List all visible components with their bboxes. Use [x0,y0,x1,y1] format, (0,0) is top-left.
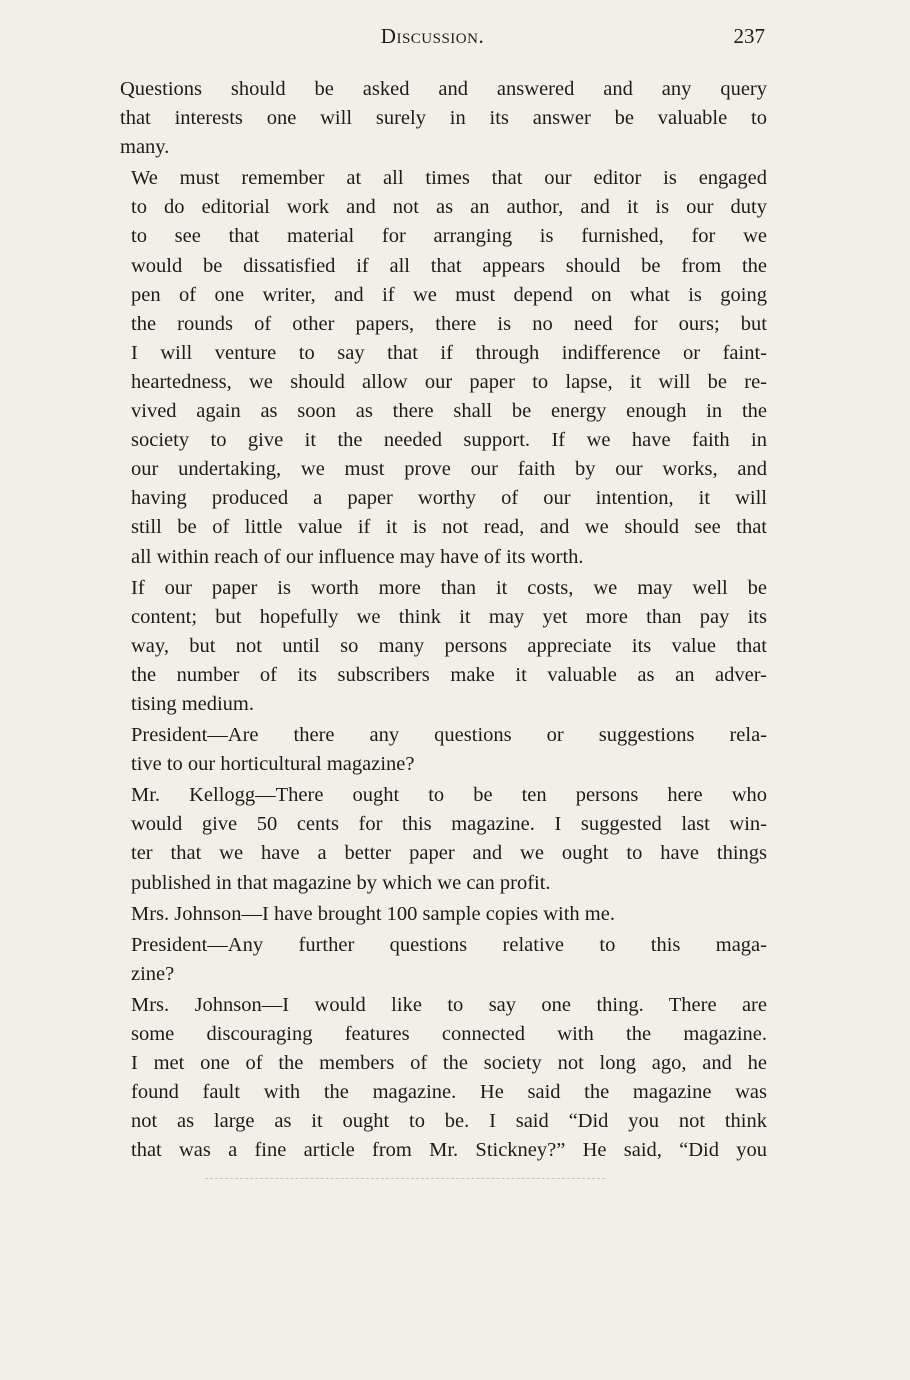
text-line: not as large as it ought to be. I said “Did you not think [131,1110,767,1133]
text-line: to do editorial work and not as an author, and it is our duty [131,196,767,219]
text-line: society to give it the needed support. If we have faith in [131,429,767,452]
paragraph [104,781,767,897]
paragraph [104,900,767,929]
text-line: If our paper is worth more than it costs, we may well be [131,576,767,599]
text-line: would be dissatisfied if all that appears should be from the [131,254,767,277]
text-line: Mrs. Johnson—I would like to say one thing. There are [131,993,767,1016]
paragraph [104,574,767,719]
text-line: found fault with the magazine. He said the magazine was [131,1081,767,1104]
text-line: would give 50 cents for this magazine. I suggested last win- [131,813,767,836]
text-line: to see that material for arranging is furnished, for we [131,225,767,248]
text-line: ter that we have a better paper and we ought to have things [131,842,767,865]
text-line: way, but not until so many persons appreciate its value that [131,634,767,657]
text-line: I will venture to say that if through indifference or faint- [131,341,767,364]
paragraph [104,931,767,989]
text-line: Mr. Kellogg—There ought to be ten persons here who [131,784,767,807]
text-line: published in that magazine by which we can profit. [131,871,551,894]
text-line: some discouraging features connected with the magazine. [131,1023,767,1045]
text-line: vived again as soon as there shall be energy enough in the [131,400,767,423]
section-title: Discussion. [380,24,485,48]
text-line: President—Are there any questions or suggestions rela- [131,724,767,747]
paragraph [104,991,767,1166]
text-line: the rounds of other papers, there is no need for ours; but [131,312,767,335]
page-number: 237 [733,24,765,48]
text-line: having produced a paper worthy of our intention, it will [131,487,767,510]
paragraph [104,721,767,779]
text-line: heartedness, we should allow our paper to lapse, it will be re- [131,370,767,393]
text-line: content; but hopefully we think it may yet more than pay its [131,605,767,628]
page-bottom-rule [205,1178,605,1179]
paragraph [104,164,767,571]
text-line: that was a fine article from Mr. Stickney?” He said, “Did you [131,1139,767,1162]
running-head [100,24,765,52]
text-line: President—Any further questions relative to this maga- [131,933,767,956]
text-line: tising medium. [131,692,254,715]
paragraph [104,75,767,162]
text-line: Mrs. Johnson—I have brought 100 sample copies with me. [131,902,615,925]
text-line: pen of one writer, and if we must depend on what is going [131,283,767,306]
text-line: the number of its subscribers make it valuable as an adver- [131,663,767,686]
text-line: I met one of the members of the society not long ago, and he [131,1052,767,1075]
text-line: our undertaking, we must prove our faith by our works, and [131,458,767,481]
text-line: many. [120,136,170,159]
text-line: that interests one will surely in its answer be valuable to [120,107,767,130]
text-line: all within reach of our influence may have of its worth. [131,545,584,568]
text-line: tive to our horticultural magazine? [131,753,415,776]
text-line: still be of little value if it is not read, and we should see that [131,516,767,539]
text-line: Questions should be asked and answered and any query [120,78,767,100]
text-line: We must remember at all times that our editor is engaged [131,167,767,190]
body-text [104,75,767,1167]
text-line: zine? [131,962,175,985]
